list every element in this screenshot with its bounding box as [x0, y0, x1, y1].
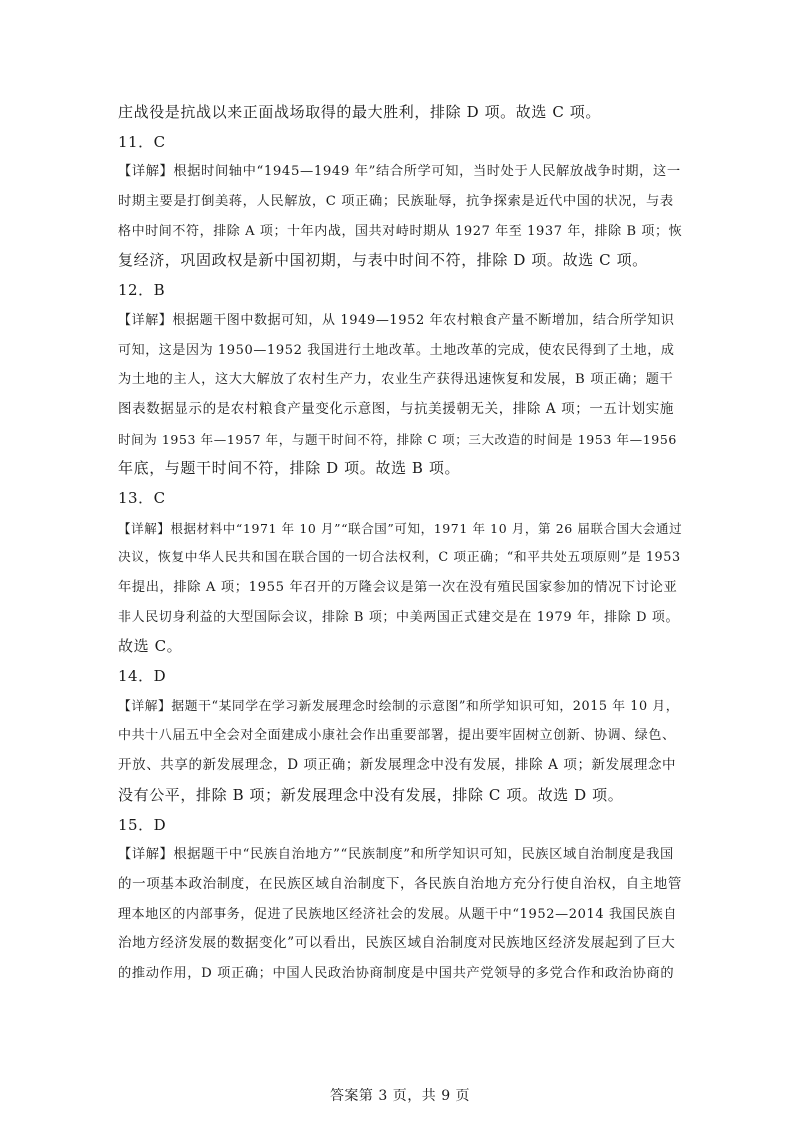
- text-line: 没有公平，排除 B 项；新发展理念中没有发展，排除 C 项。故选 D 项。: [118, 785, 624, 804]
- answer-key: 11．C: [118, 132, 166, 151]
- text-line: 理本地区的内部事务，促进了民族地区经济社会的发展。从题干中“1952—2014 我国民族自: [118, 906, 677, 922]
- text-line: 复经济，巩固政权是新中国初期，与表中时间不符，排除 D 项。故选 C 项。: [118, 251, 648, 270]
- text-line: 中共十八届五中全会对全面建成小康社会作出重要部署，提出要牢固树立创新、协调、绿色、: [118, 728, 676, 744]
- text-line: 的一项基本政治制度，在民族区域自治制度下，各民族自治地方充分行使自治权，自主地管: [118, 875, 682, 892]
- text-line: 的推动作用，D 项正确；中国人民政治协商制度是中国共产党领导的多党合作和政治协商的: [118, 965, 675, 981]
- explanation-paragraph: [118, 157, 682, 276]
- text-line: 非人民切身利益的大型国际会议，排除 B 项；中美两国正式建交是在 1979 年，排除 D 项。: [118, 609, 680, 625]
- text-line: 【详解】根据材料中“1971 年 10 月”“联合国”可知，1971 年 10 月，第 26 届联合国大会通过: [118, 520, 683, 536]
- answer-key: 14．D: [118, 667, 167, 686]
- answer-key: 15．D: [118, 815, 167, 834]
- answer-key: 12．B: [118, 281, 166, 300]
- text-line: 庄战役是抗战以来正面战场取得的最大胜利，排除 D 项。故选 C 项。: [118, 103, 601, 121]
- text-line: 开放、共享的新发展理念，D 项正确；新发展理念中没有发展，排除 A 项；新发展理念中: [118, 757, 677, 774]
- text-line: 【详解】根据题干图中数据可知，从 1949—1952 年农村粮食产量不断增加，结合所学知识: [118, 312, 675, 328]
- text-line: 图表数据显示的是农村粮食产量变化示意图，与抗美援朝无关，排除 A 项；一五计划实施: [118, 400, 674, 417]
- explanation-paragraph: [118, 306, 682, 484]
- text-line: 决议，恢复中华人民共和国在联合国的一切合法权利，C 项正确；“和平共处五项原则”是 1953: [118, 550, 681, 566]
- text-line: 治地方经济发展的数据变化”可以看出，民族区域自治制度对民族地区经济发展起到了巨大: [118, 935, 676, 952]
- explanation-paragraph: [118, 98, 682, 128]
- text-line: 年提出，排除 A 项；1955 年召开的万隆会议是第一次在没有殖民国家参加的情况下讨论亚: [118, 580, 678, 595]
- text-line: 【详解】根据题干中“民族自治地方”“民族制度”和所学知识可知，民族区域自治制度是我国: [118, 847, 674, 863]
- text-line: 故选 C。: [118, 637, 183, 656]
- text-line: 可知，这是因为 1950—1952 我国进行土地改革。土地改革的完成，使农民得到了土地，成: [118, 342, 675, 358]
- page-footer: 答案第 3 页，共 9 页: [329, 1088, 471, 1104]
- text-line: 【详解】根据时间轴中“1945—1949 年”结合所学可知，当时处于人民解放战争时期，这一: [118, 164, 681, 180]
- explanation-paragraph: [118, 840, 682, 988]
- text-line: 时期主要是打倒美蒋，人民解放，C 项正确；民族耻辱，抗争探索是近代中国的状况，与表: [118, 194, 674, 210]
- text-line: 时间为 1953 年—1957 年，与题干时间不符，排除 C 项；三大改造的时间是 1953 年—1956: [118, 431, 677, 447]
- answer-explanations: [118, 98, 682, 989]
- text-line: 年底，与题干时间不符，排除 D 项。故选 B 项。: [118, 459, 461, 478]
- text-line: 【详解】据题干“某同学在学习新发展理念时绘制的示意图”和所学知识可知，2015 年 10 月，: [118, 698, 680, 714]
- answer-key: 13．C: [118, 488, 166, 507]
- explanation-paragraph: [118, 514, 682, 662]
- explanation-paragraph: [118, 692, 682, 811]
- text-line: 格中时间不符，排除 A 项；十年内战，国共对峙时期从 1927 年至 1937 年，排除 B 项；恢: [118, 223, 683, 239]
- text-line: 为土地的主人，这大大解放了农村生产力，农业生产获得迅速恢复和发展，B 项正确；题干: [118, 372, 674, 388]
